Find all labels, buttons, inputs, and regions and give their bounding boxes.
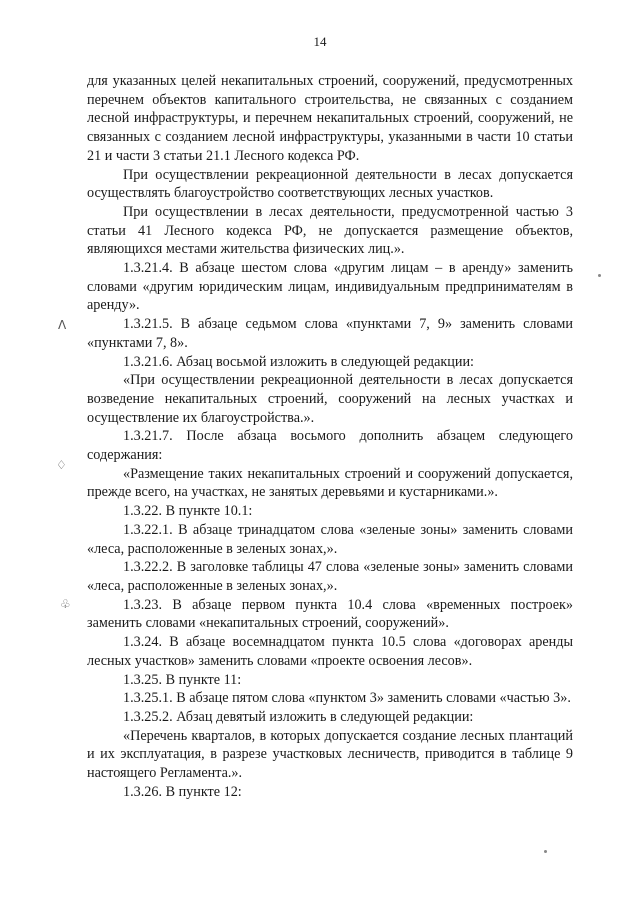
paragraph: «При осуществлении рекреационной деятельности в лесах допускается возведение некапитальных строений, сооружений на лесных участках и осуществление их благоустройства.». bbox=[87, 372, 573, 426]
paragraph: 1.3.21.4. В абзаце шестом слова «другим лицам – в аренду» заменить словами «другим юридическим лицам, индивидуальным предпринимателям в аренду». bbox=[87, 260, 573, 314]
paragraph: 1.3.25.2. Абзац девятый изложить в следующей редакции: bbox=[123, 708, 474, 725]
scan-speck bbox=[544, 850, 547, 853]
paragraph: 1.3.26. В пункте 12: bbox=[123, 783, 242, 800]
paragraph: 1.3.21.7. После абзаца восьмого дополнить абзацем следующего содержания: bbox=[87, 428, 573, 464]
margin-mark: ♢ bbox=[56, 458, 67, 472]
paragraph: 1.3.24. В абзаце восемнадцатом пункта 10.5 слова «договорах аренды лесных участков» заменить словами «проекте освоения лесов». bbox=[87, 634, 573, 669]
paragraph: 1.3.21.6. Абзац восьмой изложить в следующей редакции: bbox=[123, 353, 474, 370]
paragraph: «Размещение таких некапитальных строений и сооружений допускается, прежде всего, на участках, не занятых деревьями и кустарниками.». bbox=[87, 465, 573, 501]
paragraph: 1.3.21.5. В абзаце седьмом слова «пунктами 7, 9» заменить словами «пунктами 7, 8». bbox=[87, 316, 573, 351]
scan-speck bbox=[598, 274, 601, 277]
margin-mark: ⴷ bbox=[58, 318, 67, 332]
paragraph: «Перечень кварталов, в которых допускается создание лесных плантаций и их эксплуатация, в разрезе участковых лесничеств, приводится в таблице 9 настоящего Регламента.». bbox=[87, 727, 573, 782]
paragraph: 1.3.22. В пункте 10.1: bbox=[123, 503, 253, 520]
paragraph: При осуществлении рекреационной деятельности в лесах допускается осуществлять благоустройство соответствующих лесных участков. bbox=[87, 166, 573, 202]
paragraph: При осуществлении в лесах деятельности, предусмотренной частью 3 статьи 41 Лесного кодекса РФ, не допускается размещение объектов, являющихся местами жительства физических лиц.». bbox=[87, 203, 573, 258]
paragraph: 1.3.22.2. В заголовке таблицы 47 слова «зеленые зоны» заменить словами «леса, расположенные в зеленых зонах,». bbox=[87, 559, 573, 594]
paragraph: 1.3.25.1. В абзаце пятом слова «пунктом 3» заменить словами «частью 3». bbox=[123, 690, 571, 707]
document-body bbox=[87, 72, 573, 801]
paragraph: 1.3.25. В пункте 11: bbox=[123, 671, 242, 688]
paragraph: для указанных целей некапитальных строений, сооружений, предусмотренных перечнем объектов капитального строительства, не связанных с созданием лесной инфраструктуры, и перечнем некапитальных строений, сооружений, не связанных с созданием лесной инфраструктуры, указанными в части 10 статьи 21 и части 3 статьи 21.1 Лесного кодекса РФ. bbox=[87, 73, 573, 164]
margin-mark: ♧ bbox=[60, 597, 71, 611]
page-number: 14 bbox=[313, 34, 327, 49]
paragraph: 1.3.23. В абзаце первом пункта 10.4 слова «временных построек» заменить словами «некапитальных строений, сооружений». bbox=[87, 596, 573, 632]
paragraph: 1.3.22.1. В абзаце тринадцатом слова «зеленые зоны» заменить словами «леса, расположенные в зеленых зонах,». bbox=[87, 521, 573, 557]
